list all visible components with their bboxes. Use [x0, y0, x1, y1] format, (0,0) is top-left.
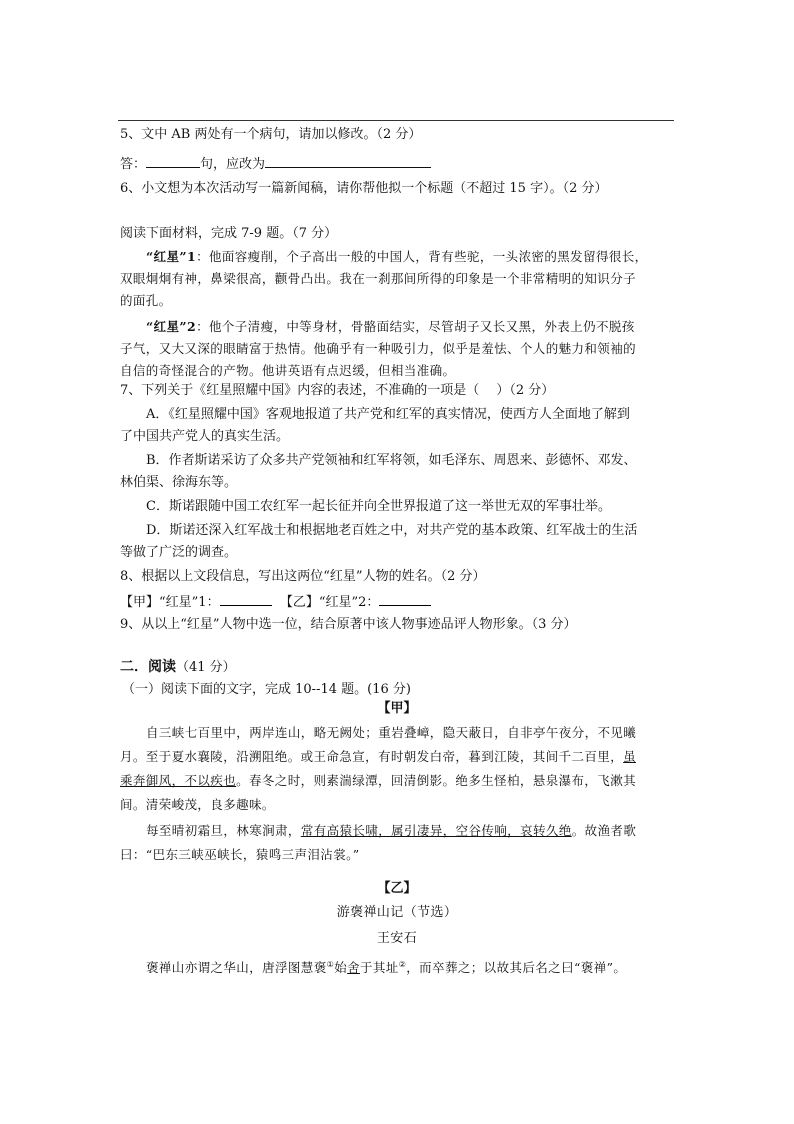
answer-blank-yi[interactable]: [379, 592, 431, 606]
passage-jia-line2: 月。至于夏水襄陵，沿溯阻绝。或王命急宣，有时朝发白帝，暮到江陵，其间千二百里，虽: [120, 749, 637, 764]
q7-option-d-line1: D．斯诺还深入红军战士和根据地老百姓之中，对共产党的基本政策、红军战士的生活: [146, 523, 638, 538]
section-2-sub1: （一）阅读下面的文字，完成 10--14 题。(16 分): [122, 682, 411, 697]
passage-jia-line5: 每至晴初霜旦，林寒涧肃，常有高猿长啸，属引凄异，空谷传响，哀转久绝。故渔者歌: [146, 823, 637, 838]
underlined-text: 乘奔御风，不以疾也: [120, 773, 237, 788]
section-2-score: （41 分）: [176, 660, 236, 675]
question-8-answer-line: [120, 592, 431, 612]
q7-option-b-line2: 林伯渠、徐海东等。: [120, 475, 238, 490]
footnote-2: ②: [398, 960, 407, 969]
underlined-text: 舍: [347, 960, 360, 976]
question-7: 7、下列关于《红星照耀中国》内容的表述，不准确的一项是（ ）（2 分）: [120, 383, 555, 398]
passage-jia-line1: 自三峡七百里中，两岸连山，略无阙处；重岩叠嶂，隐天蔽日，自非亭午夜分，不见曦: [146, 725, 637, 740]
star1-line3: 的面孔。: [120, 293, 172, 308]
answer-blank-jia[interactable]: [220, 592, 272, 606]
passage-yi-line1: 褒禅山亦谓之华山，唐浮图慧褒①始舍于其址②，而卒葬之；以故其后名之曰“褒禅”。: [146, 960, 627, 976]
section-2-heading: [120, 658, 236, 677]
star2-label: “红星”2: [146, 319, 197, 334]
question-8: 8、根据以上文段信息，写出这两位“红星”人物的姓名。（2 分）: [120, 569, 486, 584]
q7-option-d-line2: 等做了广泛的调查。: [120, 545, 238, 560]
star2-line3: 自信的奇怪混合的产物。他讲英语有点迟缓，但相当准确。: [120, 363, 456, 378]
q7-option-c: C．斯诺跟随中国工农红军一起长征并向全世界报道了这一举世无双的军事壮举。: [146, 499, 611, 514]
answer-blank-correction[interactable]: [265, 154, 431, 168]
answer-mid: 句，应改为: [200, 157, 266, 172]
star1-line2: 双眼炯炯有神，鼻梁很高，颧骨凸出。我在一刹那间所得的印象是一个非常精明的知识分子: [120, 271, 637, 286]
passage-yi-author: 王安石: [376, 931, 418, 946]
q7-option-a-line2: 了中国共产党人的真实生活。: [120, 429, 290, 444]
answer-blank-sentence[interactable]: [146, 154, 200, 168]
footnote-1: ①: [326, 960, 335, 969]
star1-label: “红星”1: [146, 249, 197, 264]
star2-line2: 子气，又大又深的眼睛富于热情。他确乎有一种吸引力，似乎是羞怯、个人的魅力和领袖的: [120, 341, 637, 356]
question-5-answer-line: [120, 154, 431, 174]
underlined-text: 常有高猿长啸，属引凄异，空谷传响，哀转久绝: [300, 823, 572, 838]
question-5: 5、文中 AB 两处有一个病句，请加以修改。（2 分）: [120, 127, 422, 142]
question-9: 9、从以上“红星”人物中选一位，结合原著中该人物事迹品评人物形象。（3 分）: [120, 617, 577, 632]
passage-jia-line4: 间。清荣峻茂，良多趣味。: [120, 797, 275, 812]
underlined-text: 虽: [623, 749, 637, 764]
q7-option-b-line1: B．作者斯诺采访了众多共产党领袖和红军将领，如毛泽东、周恩来、彭德怀、邓发、: [146, 453, 637, 468]
answer-yi-label: 【乙】“红星”2：: [279, 595, 380, 610]
passage-yi-heading: 【乙】: [377, 881, 417, 896]
question-6: 6、小文想为本次活动写一篇新闻稿，请你帮他拟一个标题（不超过 15 字）。（2 分）: [120, 181, 608, 196]
header-rule: [118, 120, 674, 121]
answer-prefix: 答：: [120, 157, 147, 172]
answer-jia-label: 【甲】“红星”1：: [120, 595, 220, 610]
passage-yi-title: 游褒禅山记（节选）: [336, 905, 458, 920]
section-2-title: 二．阅读: [120, 659, 176, 675]
star1-line1: “红星”1：他面容瘦削，个子高出一般的中国人，背有些驼，一头浓密的黑发留得很长，: [146, 249, 648, 264]
star2-line1: “红星”2：他个子清瘦，中等身材，骨骼面结实，尽管胡子又长又黑，外表上仍不脱孩: [146, 319, 635, 334]
passage-jia-heading: 【甲】: [377, 701, 417, 716]
reading-intro: 阅读下面材料，完成 7-9 题。（7 分）: [120, 226, 338, 241]
passage-jia-line6: 曰：“巴东三峡巫峡长，猿鸣三声泪沾裳。”: [120, 847, 360, 862]
q7-option-a-line1: A．《红星照耀中国》客观地报道了共产党和红军的真实情况，使西方人全面地了解到: [146, 407, 630, 422]
passage-jia-line3: 乘奔御风，不以疾也。春冬之时，则素湍绿潭，回清倒影。绝多生怪柏，悬泉瀑布，飞漱其: [120, 773, 637, 788]
